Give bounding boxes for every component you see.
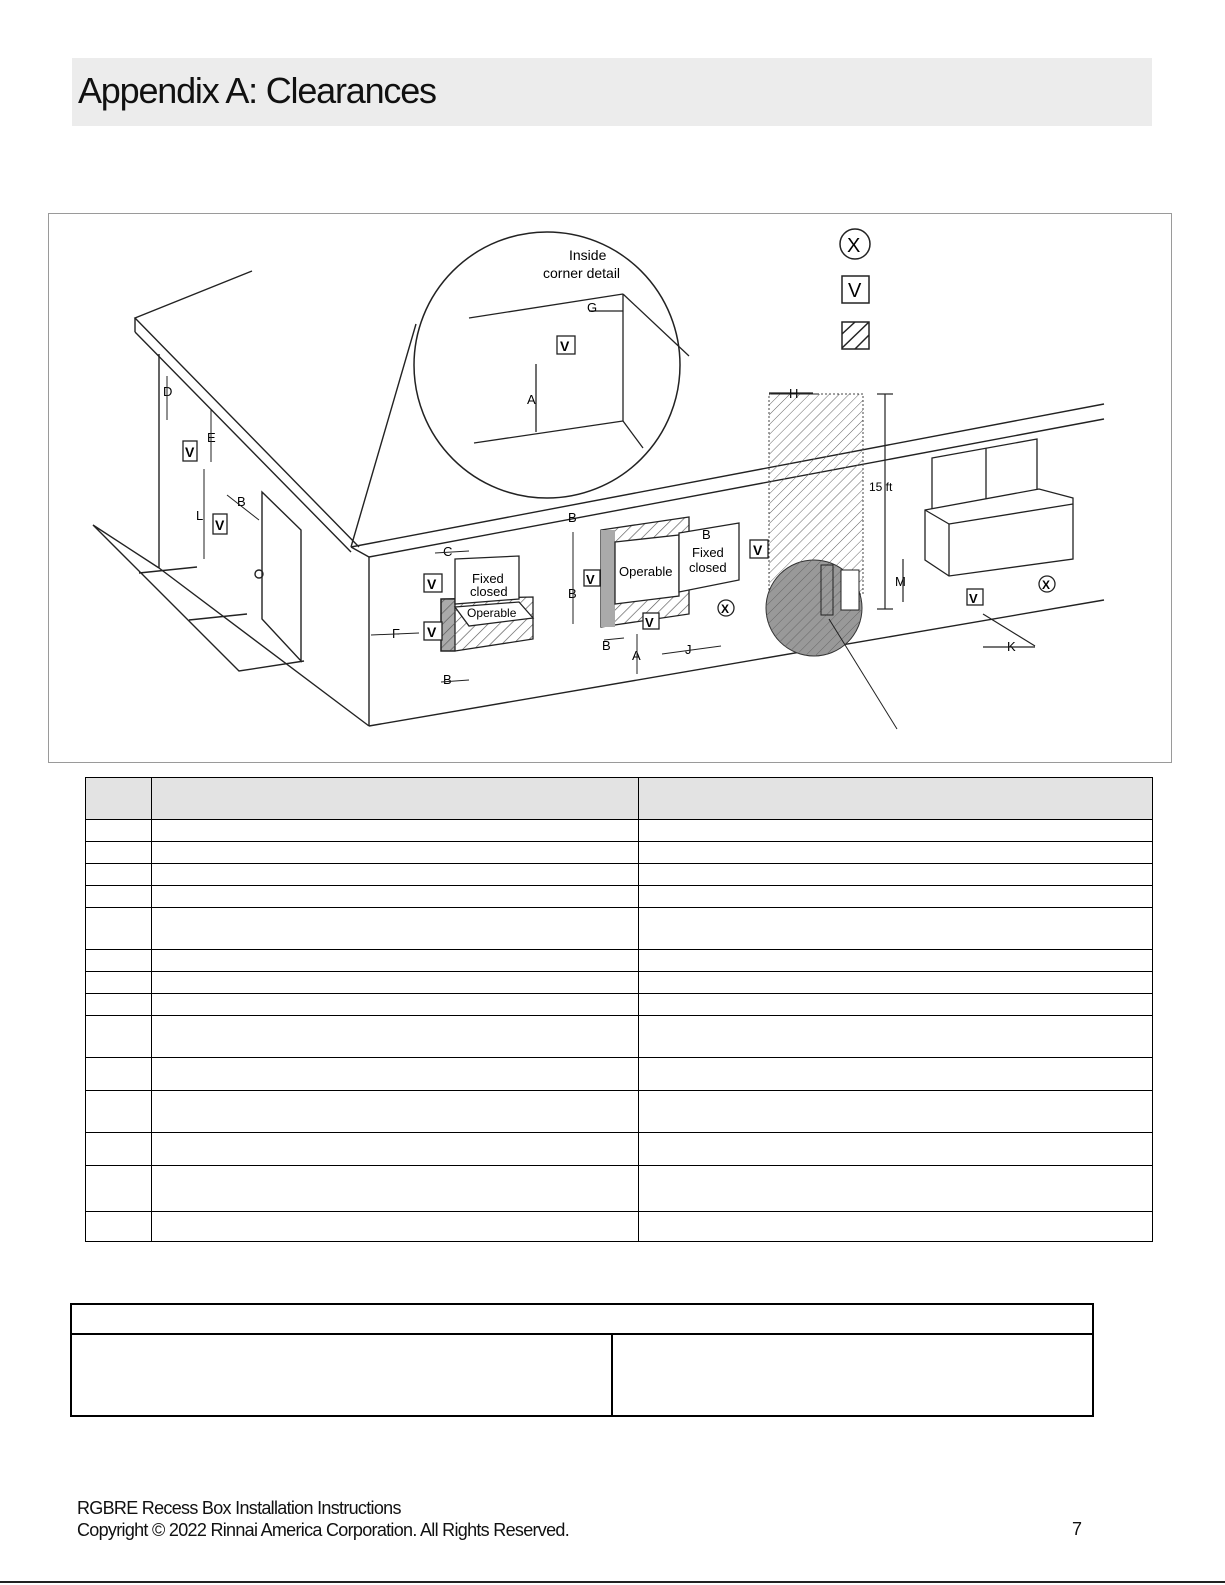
operable-label-2: Operable xyxy=(619,564,673,579)
dim-f: F xyxy=(392,626,400,641)
table-row xyxy=(86,886,1153,908)
v-marker-window1-side: V xyxy=(427,624,437,640)
x-marker-wall: X xyxy=(721,602,730,616)
legend-v-symbol: V xyxy=(848,280,862,302)
table-row xyxy=(86,820,1153,842)
dim-m: M xyxy=(895,574,906,589)
footer-doc-title: RGBRE Recess Box Installation Instructions xyxy=(77,1498,401,1518)
v-marker-inset: V xyxy=(560,338,570,354)
dim-b-door: B xyxy=(237,494,246,509)
clearance-table-header xyxy=(86,778,1153,820)
legend-x-symbol: X xyxy=(847,235,861,257)
table-row xyxy=(86,1166,1153,1212)
header-cell-symbol xyxy=(86,778,152,820)
dim-c: C xyxy=(443,544,453,559)
v-marker-left-wall-1: V xyxy=(185,444,195,460)
fixed-closed-label-2a: Fixed xyxy=(692,545,724,560)
footer xyxy=(77,1497,569,1541)
table-row xyxy=(86,1016,1153,1058)
table-row xyxy=(86,994,1153,1016)
table-row xyxy=(86,1091,1153,1133)
page-title: Appendix A: Clearances xyxy=(78,70,436,111)
bottom-rule xyxy=(0,1581,1225,1583)
v-marker-window2-bottom: V xyxy=(645,615,654,630)
page-number: 7 xyxy=(1072,1519,1083,1539)
table-row xyxy=(86,950,1153,972)
dim-b-window2-bottom: B xyxy=(602,638,611,653)
planter-window xyxy=(925,439,1073,576)
vent-exclusion-zone xyxy=(766,394,897,729)
table-row xyxy=(86,1212,1153,1242)
clearance-figure xyxy=(48,213,1172,763)
operable-label-1: Operable xyxy=(467,606,517,620)
v-marker-window2-left: V xyxy=(586,572,595,587)
fixed-closed-label-1b: closed xyxy=(470,584,508,599)
header-cell-description xyxy=(152,778,639,820)
dim-k: K xyxy=(1007,639,1016,654)
clearance-table xyxy=(85,777,1153,1242)
dim-g: G xyxy=(587,300,598,315)
note-table xyxy=(70,1303,1094,1417)
table-row xyxy=(86,1133,1153,1166)
v-marker-planter: V xyxy=(969,591,978,606)
inside-corner-inset xyxy=(414,232,689,498)
roof-outline xyxy=(135,271,359,547)
table-row xyxy=(86,908,1153,950)
table-row xyxy=(86,972,1153,994)
x-marker-planter: X xyxy=(1042,578,1051,592)
house-clearance-diagram xyxy=(49,214,1173,764)
table-row xyxy=(86,1058,1153,1091)
inset-title-line1: Inside xyxy=(569,247,607,263)
dim-a-wall: A xyxy=(632,648,641,663)
dim-a-inset: A xyxy=(527,392,536,407)
header-cell-value xyxy=(639,778,1153,820)
dim-d: D xyxy=(163,384,173,399)
dim-e: E xyxy=(207,430,216,445)
fixed-closed-label-2b: closed xyxy=(689,560,727,575)
title-bar xyxy=(72,58,1152,126)
inset-title-line2: corner detail xyxy=(543,265,621,281)
dim-b-window2-right: B xyxy=(702,527,711,542)
note-table-row xyxy=(71,1334,1093,1416)
height-15ft-label: 15 ft xyxy=(869,480,893,494)
footer-copyright: Copyright © 2022 Rinnai America Corporation. All Rights Reserved. xyxy=(77,1520,570,1540)
fixed-closed-label-1a: Fixed xyxy=(472,571,504,586)
v-marker-window2-right: V xyxy=(753,542,763,558)
v-marker-window1-top: V xyxy=(427,576,437,592)
note-table-header xyxy=(71,1304,1093,1334)
dim-b-window1: B xyxy=(443,672,452,687)
dim-b-window2-top: B xyxy=(568,510,577,525)
dim-j: J xyxy=(685,642,692,657)
dim-l: L xyxy=(196,508,204,523)
table-row xyxy=(86,864,1153,886)
dim-b-window2-side: B xyxy=(568,586,577,601)
door xyxy=(262,492,301,661)
table-row xyxy=(86,842,1153,864)
dim-h: H xyxy=(789,386,799,401)
v-marker-left-wall-2: V xyxy=(215,517,225,533)
